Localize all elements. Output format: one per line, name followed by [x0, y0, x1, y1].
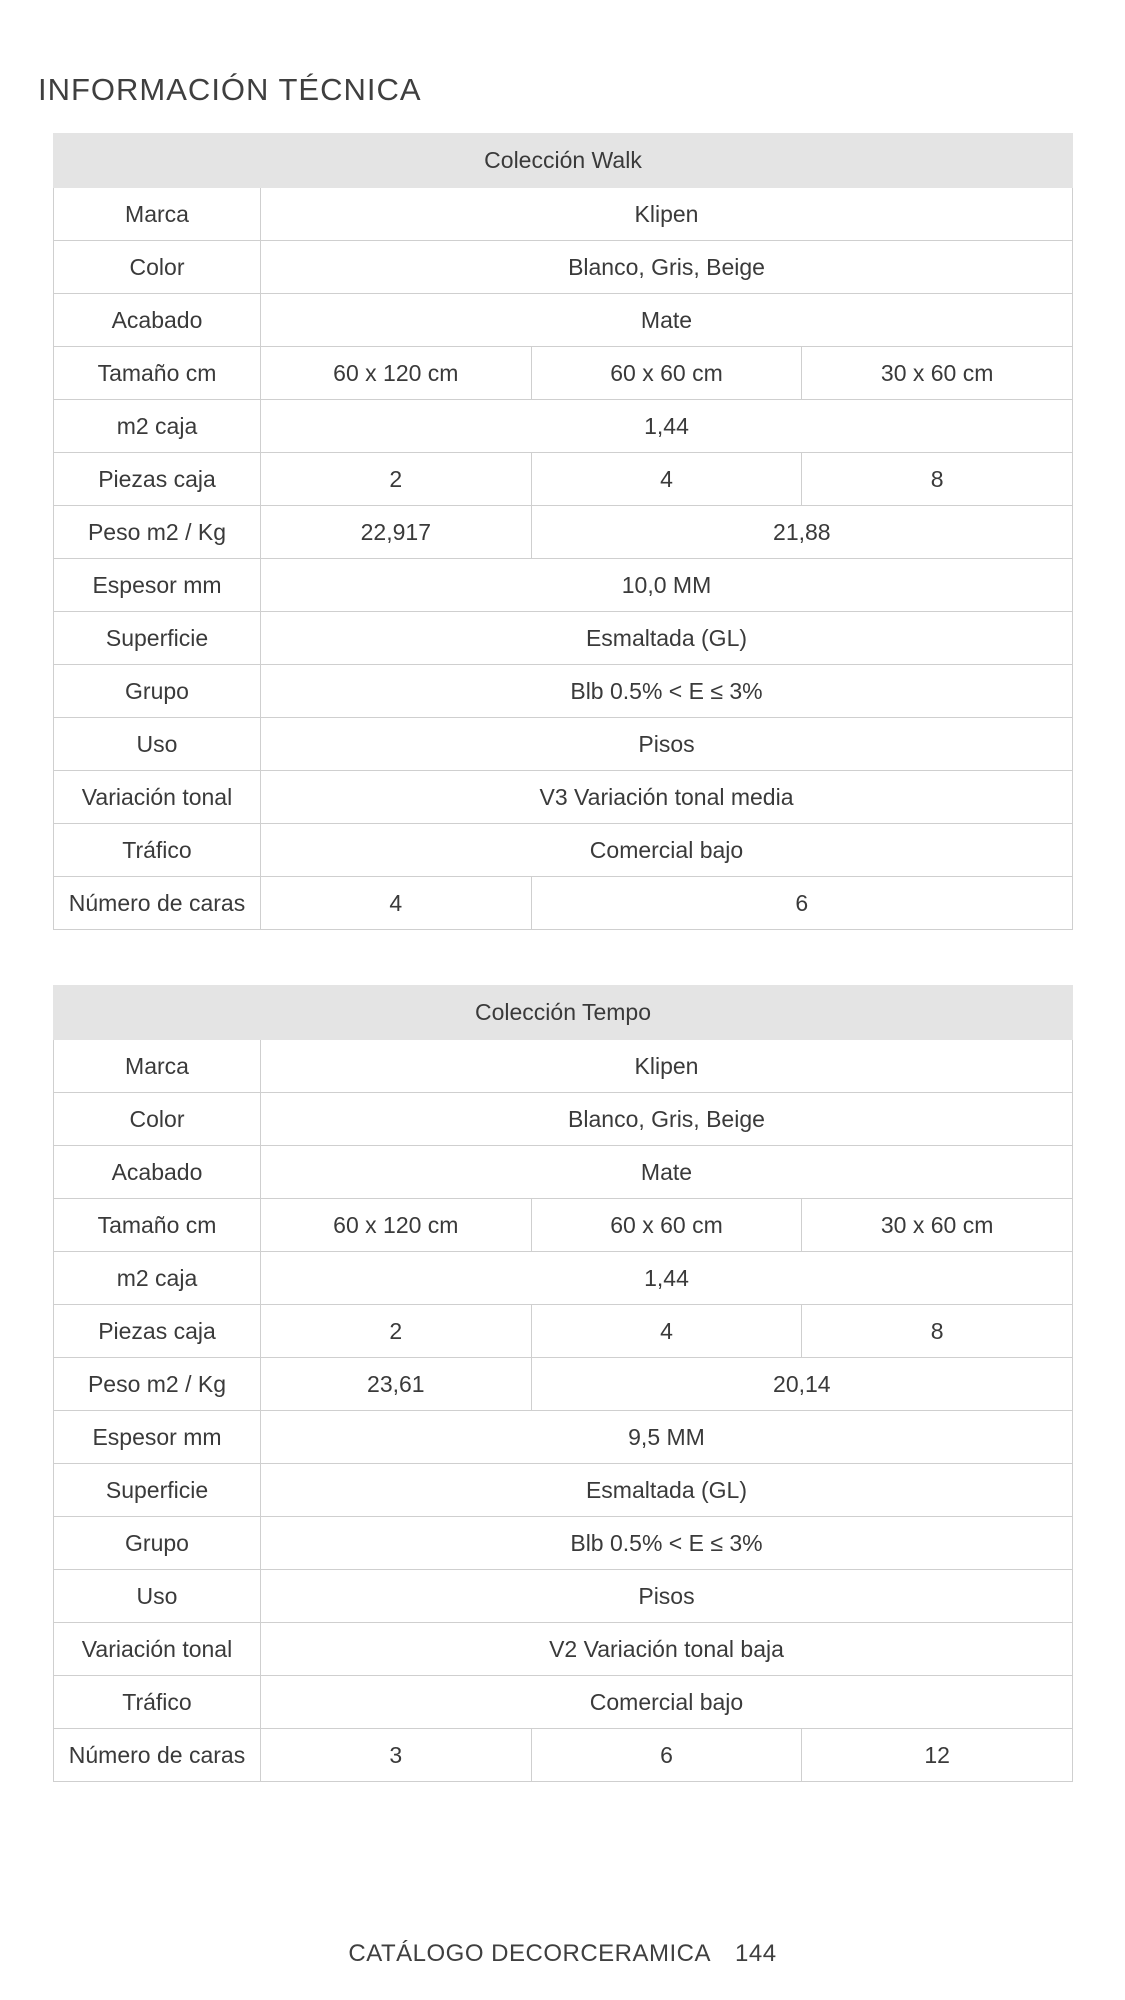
row-value: V2 Variación tonal baja [261, 1623, 1073, 1676]
row-value: 4 [261, 877, 532, 930]
row-value: 8 [802, 1305, 1073, 1358]
row-value: 1,44 [261, 400, 1073, 453]
row-label: Número de caras [54, 1729, 261, 1782]
row-value: 21,88 [531, 506, 1072, 559]
collection-header: Colección Walk [54, 134, 1073, 188]
row-label: m2 caja [54, 400, 261, 453]
row-value: V3 Variación tonal media [261, 771, 1073, 824]
row-value: 23,61 [261, 1358, 532, 1411]
row-value: 4 [531, 1305, 802, 1358]
row-value: 30 x 60 cm [802, 1199, 1073, 1252]
row-label: Tráfico [54, 824, 261, 877]
row-value: 1,44 [261, 1252, 1073, 1305]
table-row [54, 665, 1073, 718]
footer-catalog-name: CATÁLOGO DECORCERAMICA [348, 1940, 712, 1967]
row-value: 20,14 [531, 1358, 1072, 1411]
row-label: Peso m2 / Kg [54, 1358, 261, 1411]
row-value: 12 [802, 1729, 1073, 1782]
table-row [54, 1729, 1073, 1782]
table-row [54, 559, 1073, 612]
row-value: 22,917 [261, 506, 532, 559]
row-label: Superficie [54, 612, 261, 665]
table-row [54, 400, 1073, 453]
row-label: Tamaño cm [54, 347, 261, 400]
row-value: Pisos [261, 1570, 1073, 1623]
table-row [54, 824, 1073, 877]
row-label: Color [54, 1093, 261, 1146]
row-value: 2 [261, 1305, 532, 1358]
table-row [54, 188, 1073, 241]
table-row [54, 506, 1073, 559]
row-value: Blb 0.5% < E ≤ 3% [261, 665, 1073, 718]
table-header-row [54, 986, 1073, 1040]
page-footer [0, 1940, 1125, 1968]
row-label: Número de caras [54, 877, 261, 930]
row-label: Acabado [54, 294, 261, 347]
row-label: Piezas caja [54, 1305, 261, 1358]
table-row [54, 1199, 1073, 1252]
row-value: 10,0 MM [261, 559, 1073, 612]
row-value: 60 x 120 cm [261, 347, 532, 400]
row-label: Tamaño cm [54, 1199, 261, 1252]
row-value: Klipen [261, 1040, 1073, 1093]
table-row [54, 1093, 1073, 1146]
row-value: Blanco, Gris, Beige [261, 241, 1073, 294]
row-value: 4 [531, 453, 802, 506]
row-label: Tráfico [54, 1676, 261, 1729]
row-value: 3 [261, 1729, 532, 1782]
row-value: 8 [802, 453, 1073, 506]
table-row [54, 1676, 1073, 1729]
table-row [54, 453, 1073, 506]
row-label: Variación tonal [54, 1623, 261, 1676]
spec-table-walk [53, 133, 1073, 930]
table-row [54, 1517, 1073, 1570]
spec-table-tempo [53, 985, 1073, 1782]
row-label: Marca [54, 1040, 261, 1093]
table-row [54, 1623, 1073, 1676]
table-row [54, 1411, 1073, 1464]
row-value: 60 x 60 cm [531, 1199, 802, 1252]
table-row [54, 1305, 1073, 1358]
row-value: 2 [261, 453, 532, 506]
table-row [54, 1358, 1073, 1411]
row-label: Color [54, 241, 261, 294]
row-value: Esmaltada (GL) [261, 1464, 1073, 1517]
row-value: Mate [261, 1146, 1073, 1199]
row-label: Superficie [54, 1464, 261, 1517]
table-row [54, 612, 1073, 665]
row-label: Grupo [54, 665, 261, 718]
row-value: Blb 0.5% < E ≤ 3% [261, 1517, 1073, 1570]
row-label: Grupo [54, 1517, 261, 1570]
row-value: Mate [261, 294, 1073, 347]
row-label: Peso m2 / Kg [54, 506, 261, 559]
table-row [54, 771, 1073, 824]
table-row [54, 1570, 1073, 1623]
row-value: Comercial bajo [261, 824, 1073, 877]
row-value: 6 [531, 1729, 802, 1782]
page-number: 144 [735, 1940, 777, 1967]
table-header-row [54, 134, 1073, 188]
row-label: Variación tonal [54, 771, 261, 824]
row-label: m2 caja [54, 1252, 261, 1305]
row-label: Acabado [54, 1146, 261, 1199]
row-label: Marca [54, 188, 261, 241]
row-label: Espesor mm [54, 559, 261, 612]
table-row [54, 347, 1073, 400]
row-label: Piezas caja [54, 453, 261, 506]
row-label: Uso [54, 718, 261, 771]
row-value: Pisos [261, 718, 1073, 771]
table-row [54, 877, 1073, 930]
row-value: Comercial bajo [261, 1676, 1073, 1729]
row-value: Klipen [261, 188, 1073, 241]
row-value: 6 [531, 877, 1072, 930]
table-row [54, 1146, 1073, 1199]
row-value: 9,5 MM [261, 1411, 1073, 1464]
row-label: Espesor mm [54, 1411, 261, 1464]
table-row [54, 294, 1073, 347]
collection-header: Colección Tempo [54, 986, 1073, 1040]
row-label: Uso [54, 1570, 261, 1623]
table-row [54, 718, 1073, 771]
page-title: INFORMACIÓN TÉCNICA [38, 72, 422, 107]
row-value: Esmaltada (GL) [261, 612, 1073, 665]
row-value: 60 x 120 cm [261, 1199, 532, 1252]
table-row [54, 1040, 1073, 1093]
table-row [54, 1252, 1073, 1305]
table-row [54, 241, 1073, 294]
table-row [54, 1464, 1073, 1517]
row-value: 60 x 60 cm [531, 347, 802, 400]
row-value: Blanco, Gris, Beige [261, 1093, 1073, 1146]
row-value: 30 x 60 cm [802, 347, 1073, 400]
